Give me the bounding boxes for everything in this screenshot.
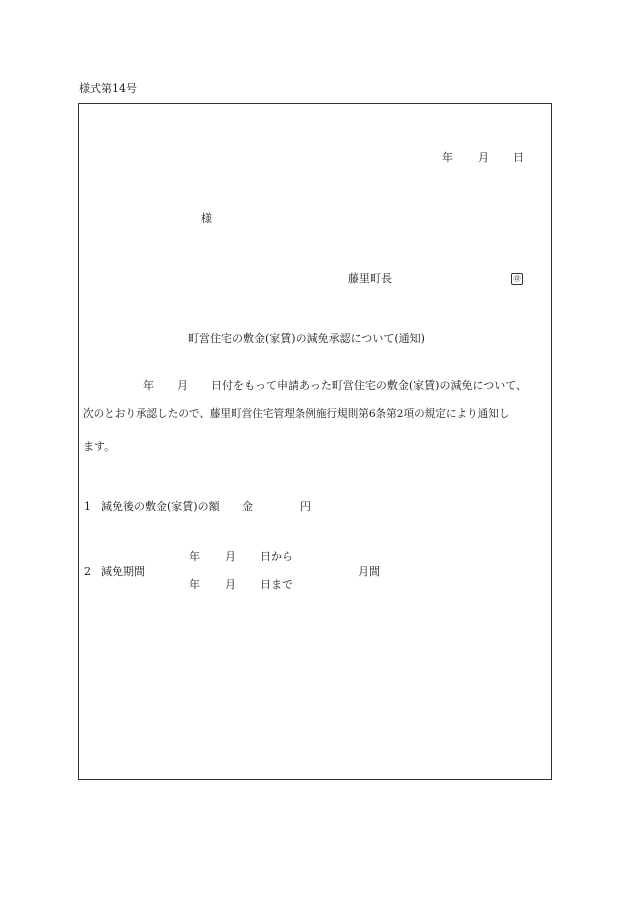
form-number: 様式第14号 (79, 82, 137, 95)
item2-label: 減免期間 (101, 565, 145, 578)
item2-number: 2 (84, 565, 91, 578)
addressee-suffix: 様 (201, 212, 212, 225)
item2-to-month: 月 (225, 578, 236, 591)
item2-to-day: 日まで (260, 578, 293, 591)
item1-unit: 円 (300, 500, 311, 513)
item2-from-month: 月 (225, 550, 236, 563)
document-frame (78, 103, 552, 780)
body-line1-rest: 日付をもって申請あった町営住宅の敷金(家賃)の減免について、 (211, 379, 528, 392)
item2-from-day: 日から (260, 550, 293, 563)
body-line2: 次のとおり承認したので、藤里町営住宅管理条例施行規則第6条第2項の規定により通知し (83, 408, 510, 420)
document-title: 町営住宅の敷金(家賃)の減免承認について(通知) (188, 332, 425, 345)
item2-duration-unit: 月間 (358, 565, 380, 578)
item1-number: 1 (84, 500, 91, 513)
seal-mark: ㊞ (511, 273, 523, 285)
item2-from-year: 年 (189, 550, 200, 563)
body-line1-month: 月 (177, 379, 188, 392)
body-line3: ます。 (83, 440, 116, 453)
item2-to-year: 年 (189, 578, 200, 591)
issuer-name: 藤里町長 (348, 272, 392, 285)
date-day: 日 (513, 151, 524, 164)
date-year: 年 (442, 151, 453, 164)
date-month: 月 (478, 151, 489, 164)
item1-label: 減免後の敷金(家賃)の額 (101, 500, 220, 513)
body-line1-year: 年 (143, 379, 154, 392)
item1-prefix: 金 (242, 500, 253, 513)
